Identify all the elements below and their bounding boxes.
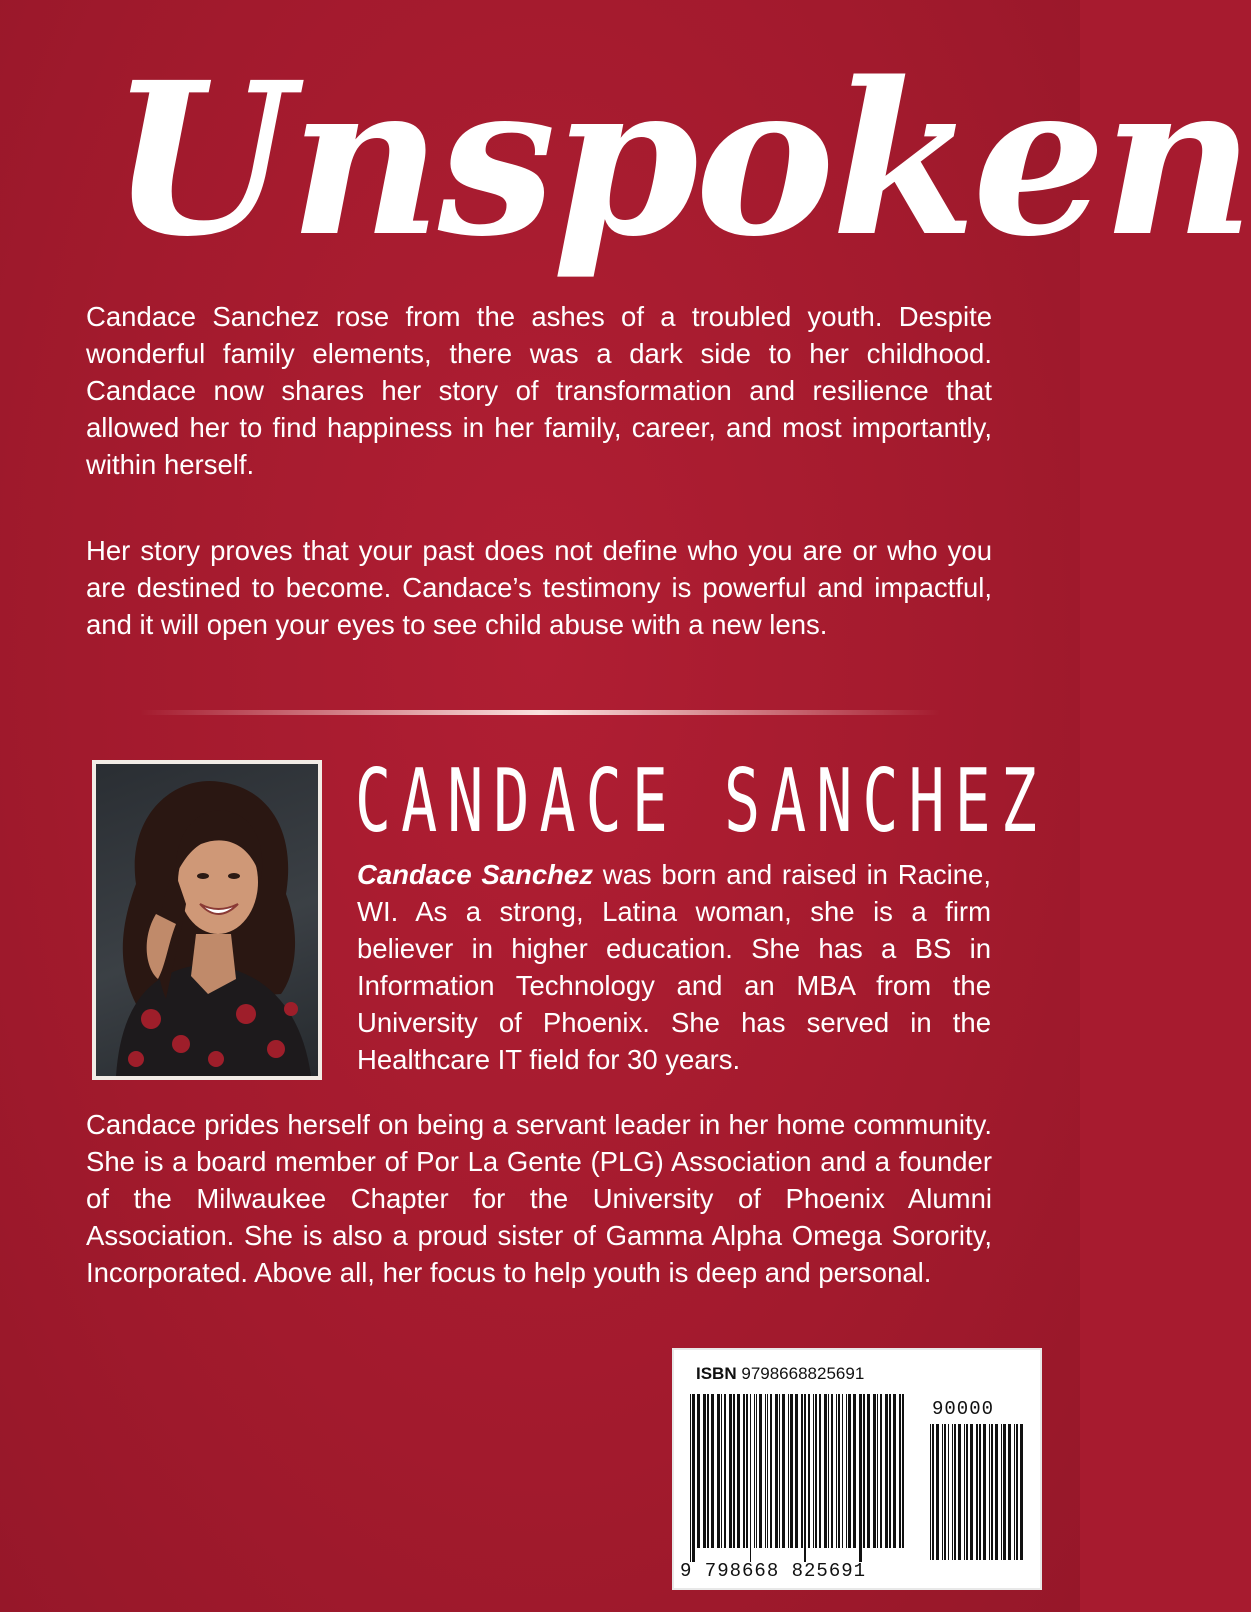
- barcode-bar: [804, 1394, 806, 1562]
- barcode-bar: [795, 1394, 798, 1548]
- barcode-bar: [831, 1394, 833, 1548]
- barcode-bar: [703, 1394, 706, 1548]
- barcode-bar: [964, 1424, 965, 1560]
- barcode-bar: [815, 1394, 817, 1548]
- barcode-bar: [848, 1394, 851, 1548]
- barcode-digits: 9 798668 825691: [680, 1560, 867, 1582]
- barcode-bar: [750, 1394, 751, 1562]
- barcode-bar: [930, 1424, 931, 1560]
- barcode-bar: [828, 1394, 829, 1548]
- barcode-bar: [880, 1394, 882, 1548]
- barcode-bar: [893, 1394, 896, 1548]
- barcode-bar: [970, 1424, 973, 1560]
- barcode-bar: [1016, 1424, 1018, 1560]
- isbn-barcode: [672, 1348, 1042, 1590]
- barcode-bar: [859, 1394, 862, 1562]
- barcode-bar: [989, 1424, 990, 1560]
- author-photo: [92, 760, 322, 1080]
- book-title: Unspoken: [110, 36, 1251, 283]
- barcode-bar: [690, 1394, 691, 1562]
- barcode-bar: [707, 1394, 709, 1548]
- barcode-bar: [754, 1394, 755, 1548]
- barcode-bar: [942, 1424, 943, 1560]
- barcode-bar: [788, 1394, 789, 1548]
- divider-rule: [140, 710, 940, 715]
- barcode-bar: [838, 1394, 840, 1548]
- author-portrait-illustration: [96, 764, 318, 1076]
- barcode-bar: [873, 1394, 876, 1548]
- barcode-bar: [846, 1394, 847, 1548]
- barcode-bar: [765, 1394, 766, 1548]
- author-name-heading: CANDACE SANCHEZ: [355, 751, 1047, 853]
- barcode-bar: [836, 1394, 837, 1548]
- addon-barcode-bars: [928, 1424, 1028, 1582]
- barcode-bar: [944, 1424, 946, 1560]
- barcode-bar: [867, 1394, 870, 1548]
- barcode-bar: [737, 1394, 740, 1548]
- barcode-bar: [979, 1424, 981, 1560]
- isbn-label: ISBN: [696, 1364, 737, 1383]
- barcode-bar: [948, 1424, 949, 1560]
- barcode-bar: [743, 1394, 745, 1548]
- barcode-bar: [782, 1394, 785, 1548]
- barcode-bar: [759, 1394, 762, 1548]
- barcode-bar: [1001, 1424, 1002, 1560]
- barcode-bar: [991, 1424, 993, 1560]
- barcode-bar: [952, 1424, 953, 1560]
- barcode-bar: [932, 1424, 934, 1560]
- barcode-bar: [966, 1424, 968, 1560]
- barcode-bar: [976, 1424, 978, 1560]
- barcode-bar: [697, 1394, 700, 1548]
- barcode-bar: [717, 1394, 720, 1548]
- barcode-bar: [1008, 1424, 1011, 1560]
- blurb-paragraph-1: Candace Sanchez rose from the ashes of a troubled youth. Despite wonderful family elements, there was a dark side to her childhood. Candace now shares her story of transformation and resilience that allowed her to find happiness in her family, career, and most importantly, within herself.: [86, 301, 992, 480]
- barcode-bar: [724, 1394, 726, 1548]
- barcode-bar: [954, 1424, 956, 1560]
- barcode-bar: [819, 1394, 821, 1548]
- author-bio-lead: Candace Sanchez: [357, 859, 593, 890]
- barcode-bar: [756, 1394, 757, 1548]
- barcode-bar: [770, 1394, 772, 1548]
- barcode-bar: [790, 1394, 793, 1548]
- barcode-bar: [863, 1394, 865, 1548]
- price-code: 90000: [932, 1398, 995, 1420]
- isbn-text: [696, 1364, 864, 1384]
- barcode-bar: [779, 1394, 780, 1548]
- barcode-bar: [733, 1394, 735, 1548]
- barcode-bar: [902, 1394, 904, 1548]
- isbn-number: 9798668825691: [741, 1364, 865, 1383]
- barcode-bar: [1014, 1424, 1015, 1560]
- barcode-bar: [1003, 1424, 1006, 1560]
- barcode-bar: [936, 1424, 939, 1560]
- barcode-bar: [808, 1394, 810, 1548]
- barcode-bar: [801, 1394, 803, 1548]
- author-bio-rest: was born and raised in Racine, WI. As a strong, Latina woman, she is a firm believer in higher education. She has a BS in Information Technology and an MBA from the University of Phoenix. She has served in the Healthcare IT field for 30 years.: [357, 859, 991, 1075]
- barcode-bar: [958, 1424, 961, 1560]
- barcode-bar: [842, 1394, 843, 1548]
- barcode-bar: [824, 1394, 827, 1548]
- barcode-bar: [899, 1394, 901, 1548]
- barcode-bar: [885, 1394, 888, 1548]
- barcode-bar: [853, 1394, 856, 1548]
- barcode-bar: [1020, 1424, 1023, 1560]
- blurb-paragraph-2: Her story proves that your past does not define who you are or who you are destined to become. Candace’s testimony is powerful and impactful, and it will open your eyes to see child abuse with a new lens.: [86, 535, 992, 640]
- barcode-bar: [995, 1424, 998, 1560]
- barcode-bar: [692, 1394, 695, 1562]
- barcode-bar: [767, 1394, 768, 1548]
- author-bio-paragraph-2: Candace prides herself on being a servant leader in her home community. She is a board member of Por La Gente (PLG) Association and a founder of the Milwaukee Chapter for the University of Phoenix Alumni Association. She is also a proud sister of Gamma Alpha Omega Sorority, Incorporated. Above all, her focus to help youth is deep and personal.: [86, 1109, 992, 1288]
- barcode-bar: [721, 1394, 722, 1548]
- barcode-bar: [711, 1394, 714, 1548]
- ean13-barcode-bars: [688, 1394, 908, 1562]
- author-bio-paragraph-1: [357, 856, 991, 1078]
- barcode-bar: [775, 1394, 778, 1548]
- barcode-bar: [983, 1424, 986, 1560]
- barcode-bar: [729, 1394, 732, 1548]
- barcode-bar: [889, 1394, 891, 1548]
- barcode-bar: [813, 1394, 814, 1548]
- barcode-bar: [877, 1394, 878, 1548]
- barcode-bar: [746, 1394, 748, 1548]
